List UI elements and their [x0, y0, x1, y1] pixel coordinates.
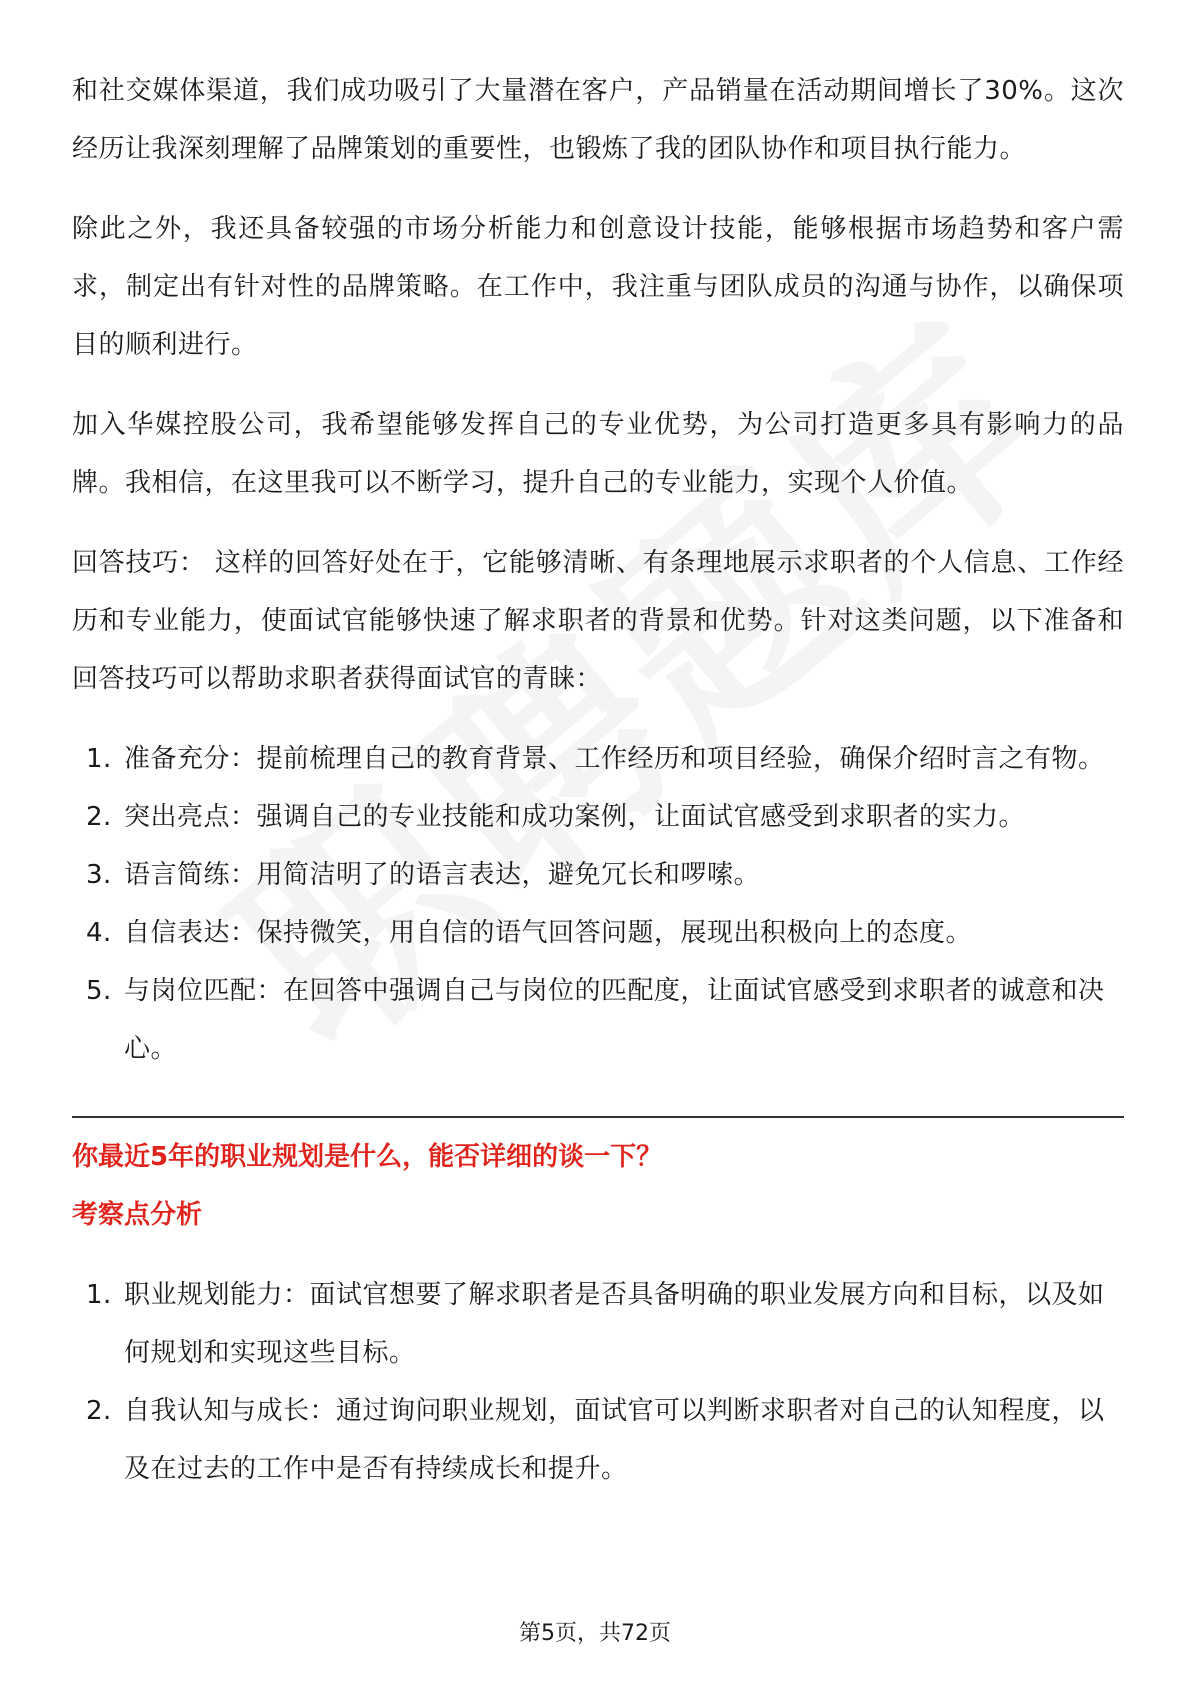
analysis-heading: 考察点分析 [72, 1200, 203, 1230]
list-item [72, 846, 1124, 904]
list-item [72, 962, 1124, 1078]
page-content [72, 62, 1124, 1498]
list-item-text: 准备充分：提前梳理自己的教育背景、工作经历和项目经验，确保介绍时言之有物。 [124, 744, 1105, 774]
list-item-text: 自我认知与成长：通过询问职业规划，面试官可以判断求职者对自己的认知程度，以及在过去的工作中是否有持续成长和提升。 [124, 1396, 1105, 1484]
list-item-text: 突出亮点：强调自己的专业技能和成功案例，让面试官感受到求职者的实力。 [124, 802, 1026, 832]
list-item-number: 1. [86, 1280, 112, 1310]
list-item-text: 语言简练：用简洁明了的语言表达，避免冗长和啰嗦。 [124, 860, 761, 890]
tips-list [72, 730, 1124, 1078]
list-item [72, 1266, 1124, 1382]
section-divider [72, 1116, 1124, 1118]
list-item-text: 职业规划能力：面试官想要了解求职者是否具备明确的职业发展方向和目标，以及如何规划和实现这些目标。 [124, 1280, 1105, 1368]
list-item-number: 3. [86, 860, 112, 890]
list-item-number: 2. [86, 1396, 112, 1426]
page-footer: 第5页，共72页 [519, 1621, 671, 1646]
list-item [72, 1382, 1124, 1498]
list-item-number: 5. [86, 976, 112, 1006]
analysis-list [72, 1266, 1124, 1498]
list-item-number: 1. [86, 744, 112, 774]
paragraph-skills: 除此之外，我还具备较强的市场分析能力和创意设计技能，能够根据市场趋势和客户需求，制定出有针对性的品牌策略。在工作中，我注重与团队成员的沟通与协作，以确保项目的顺利进行。 [72, 214, 1124, 360]
list-item [72, 904, 1124, 962]
question-title: 你最近5年的职业规划是什么，能否详细的谈一下？ [72, 1142, 663, 1172]
paragraph-answer-tips: 回答技巧： 这样的回答好处在于，它能够清晰、有条理地展示求职者的个人信息、工作经历和专业能力，使面试官能够快速了解求职者的背景和优势。针对这类问题，以下准备和回答技巧可以帮助求职者获得面试官的青睐： [72, 548, 1124, 694]
list-item-number: 4. [86, 918, 112, 948]
list-item [72, 730, 1124, 788]
paragraph-motivation: 加入华媒控股公司，我希望能够发挥自己的专业优势，为公司打造更多具有影响力的品牌。我相信，在这里我可以不断学习，提升自己的专业能力，实现个人价值。 [72, 410, 1124, 498]
list-item-text: 自信表达：保持微笑，用自信的语气回答问题，展现出积极向上的态度。 [124, 918, 973, 948]
paragraph-experience: 和社交媒体渠道，我们成功吸引了大量潜在客户，产品销量在活动期间增长了30%。这次经历让我深刻理解了品牌策划的重要性，也锻炼了我的团队协作和项目执行能力。 [72, 76, 1124, 164]
list-item [72, 788, 1124, 846]
list-item-number: 2. [86, 802, 112, 832]
list-item-text: 与岗位匹配：在回答中强调自己与岗位的匹配度，让面试官感受到求职者的诚意和决心。 [124, 976, 1105, 1064]
